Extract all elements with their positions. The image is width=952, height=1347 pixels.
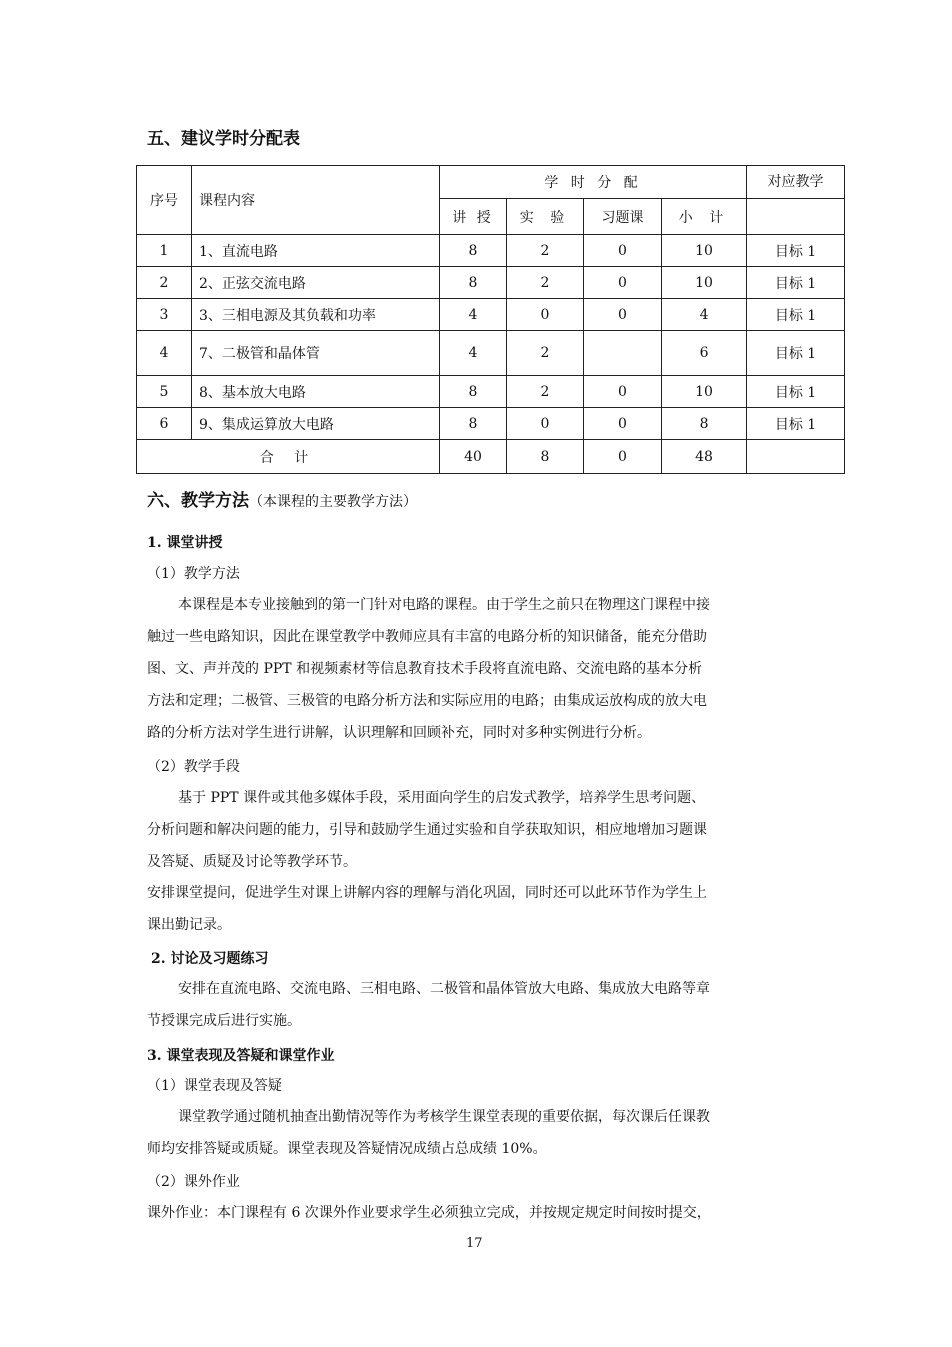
subsection-1-title: 1. 课堂讲授 bbox=[147, 535, 223, 551]
row-exercise bbox=[584, 331, 662, 376]
row-no: 1 bbox=[137, 235, 192, 267]
hours-allocation-table bbox=[136, 165, 845, 474]
header-no: 序号 bbox=[137, 166, 192, 235]
total-exercise: 0 bbox=[584, 440, 662, 474]
total-subtotal: 48 bbox=[662, 440, 747, 474]
row-content: 2、正弦交流电路 bbox=[192, 267, 440, 299]
row-subtotal: 6 bbox=[662, 331, 747, 376]
paragraph-line: 师均安排答疑或质疑。课堂表现及答疑情况成绩占总成绩 10%。 bbox=[147, 1141, 547, 1157]
row-target: 目标 1 bbox=[747, 331, 845, 376]
paragraph-line: 分析问题和解决问题的能力，引导和鼓励学生通过实验和自学获取知识，相应地增加习题课 bbox=[147, 822, 707, 838]
row-exercise: 0 bbox=[584, 267, 662, 299]
row-lecture: 8 bbox=[440, 408, 507, 440]
row-content: 9、集成运算放大电路 bbox=[192, 408, 440, 440]
header-exercise: 习题课 bbox=[584, 199, 662, 235]
row-content: 3、三相电源及其负载和功率 bbox=[192, 299, 440, 331]
section-5-title: 五、建议学时分配表 bbox=[147, 129, 300, 149]
row-subtotal: 10 bbox=[662, 376, 747, 408]
row-content: 1、直流电路 bbox=[192, 235, 440, 267]
row-experiment: 2 bbox=[507, 235, 584, 267]
row-exercise: 0 bbox=[584, 235, 662, 267]
row-target: 目标 1 bbox=[747, 235, 845, 267]
table-row bbox=[137, 376, 845, 408]
row-no: 3 bbox=[137, 299, 192, 331]
paragraph-line: 节授课完成后进行实施。 bbox=[147, 1013, 301, 1029]
table-row bbox=[137, 235, 845, 267]
row-subtotal: 10 bbox=[662, 235, 747, 267]
page-number: 17 bbox=[466, 1236, 483, 1251]
header-content: 课程内容 bbox=[192, 166, 440, 235]
paragraph-line: 课出勤记录。 bbox=[147, 917, 231, 933]
row-exercise: 0 bbox=[584, 299, 662, 331]
total-lecture: 40 bbox=[440, 440, 507, 474]
row-experiment: 0 bbox=[507, 299, 584, 331]
paragraph-line: 触过一些电路知识，因此在课堂教学中教师应具有丰富的电路分析的知识储备，能充分借助 bbox=[147, 629, 707, 645]
row-no: 4 bbox=[137, 331, 192, 376]
row-target: 目标 1 bbox=[747, 299, 845, 331]
paragraph-line: 及答疑、质疑及讨论等教学环节。 bbox=[147, 854, 357, 870]
table-row bbox=[137, 331, 845, 376]
header-allocation: 学 时 分 配 bbox=[440, 166, 747, 199]
row-no: 5 bbox=[137, 376, 192, 408]
item-class-performance: （1）课堂表现及答疑 bbox=[147, 1078, 282, 1094]
header-lecture: 讲 授 bbox=[440, 199, 507, 235]
subsection-3-title: 3. 课堂表现及答疑和课堂作业 bbox=[147, 1048, 335, 1064]
row-subtotal: 4 bbox=[662, 299, 747, 331]
row-lecture: 8 bbox=[440, 267, 507, 299]
paragraph-line: 本课程是本专业接触到的第一门针对电路的课程。由于学生之前只在物理这门课程中接 bbox=[178, 597, 710, 613]
row-target: 目标 1 bbox=[747, 376, 845, 408]
paragraph-line: 方法和定理；二极管、三极管的电路分析方法和实际应用的电路；由集成运放构成的放大电 bbox=[147, 693, 707, 709]
row-lecture: 8 bbox=[440, 376, 507, 408]
row-target: 目标 1 bbox=[747, 408, 845, 440]
table-row bbox=[137, 408, 845, 440]
row-experiment: 2 bbox=[507, 267, 584, 299]
paragraph-line: 路的分析方法对学生进行讲解，认识理解和回顾补充，同时对多种实例进行分析。 bbox=[147, 725, 651, 741]
row-experiment: 2 bbox=[507, 331, 584, 376]
total-target bbox=[747, 440, 845, 474]
table-header-row bbox=[137, 166, 845, 199]
row-subtotal: 8 bbox=[662, 408, 747, 440]
row-lecture: 4 bbox=[440, 331, 507, 376]
paragraph-line: 基于 PPT 课件或其他多媒体手段，采用面向学生的启发式教学，培养学生思考问题、 bbox=[178, 790, 706, 806]
row-no: 6 bbox=[137, 408, 192, 440]
item-homework: （2）课外作业 bbox=[147, 1174, 240, 1190]
table-total-row bbox=[137, 440, 845, 474]
table-row bbox=[137, 267, 845, 299]
paragraph-line: 课堂教学通过随机抽查出勤情况等作为考核学生课堂表现的重要依据，每次课后任课教 bbox=[178, 1109, 710, 1125]
section-6-title bbox=[147, 486, 417, 511]
item-teaching-method: （1）教学方法 bbox=[147, 566, 240, 582]
paragraph-line: 安排在直流电路、交流电路、三相电路、二极管和晶体管放大电路、集成放大电路等章 bbox=[178, 981, 710, 997]
row-exercise: 0 bbox=[584, 408, 662, 440]
row-experiment: 0 bbox=[507, 408, 584, 440]
row-subtotal: 10 bbox=[662, 267, 747, 299]
section-6-title-text: 六、教学方法 bbox=[147, 491, 249, 511]
row-no: 2 bbox=[137, 267, 192, 299]
total-label: 合 计 bbox=[137, 440, 440, 474]
header-target-blank bbox=[747, 199, 845, 235]
header-subtotal: 小 计 bbox=[662, 199, 747, 235]
table-row bbox=[137, 299, 845, 331]
row-exercise: 0 bbox=[584, 376, 662, 408]
row-lecture: 8 bbox=[440, 235, 507, 267]
section-6-note: （本课程的主要教学方法） bbox=[249, 494, 417, 510]
row-content: 8、基本放大电路 bbox=[192, 376, 440, 408]
paragraph-line: 图、文、声并茂的 PPT 和视频素材等信息教育技术手段将直流电路、交流电路的基本分析 bbox=[147, 661, 703, 677]
paragraph-line: 课外作业：本门课程有 6 次课外作业要求学生必须独立完成，并按规定规定时间按时提交， bbox=[147, 1205, 711, 1221]
row-target: 目标 1 bbox=[747, 267, 845, 299]
item-teaching-means: （2）教学手段 bbox=[147, 759, 240, 775]
row-experiment: 2 bbox=[507, 376, 584, 408]
header-target: 对应教学 bbox=[747, 166, 845, 199]
paragraph-line: 安排课堂提问，促进学生对课上讲解内容的理解与消化巩固，同时还可以此环节作为学生上 bbox=[147, 885, 707, 901]
subsection-2-title: 2. 讨论及习题练习 bbox=[151, 951, 269, 967]
total-experiment: 8 bbox=[507, 440, 584, 474]
row-lecture: 4 bbox=[440, 299, 507, 331]
header-experiment: 实 验 bbox=[507, 199, 584, 235]
row-content: 7、二极管和晶体管 bbox=[192, 331, 440, 376]
